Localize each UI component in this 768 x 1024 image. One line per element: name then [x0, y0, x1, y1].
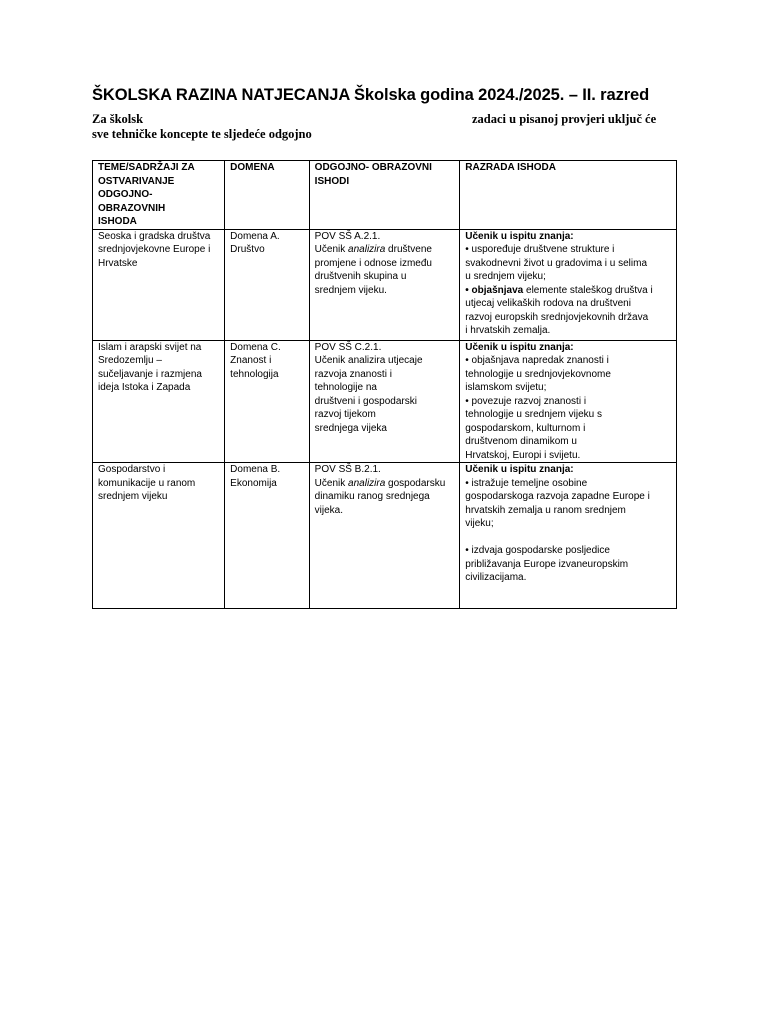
- cell-ishodi: POV SŠ C.2.1. Učenik analizira utjecaje razvoja znanosti i tehnologije na društveni i gospodarski razvoj tijekom srednjega vijeka: [309, 340, 460, 463]
- cell-teme: Seoska i gradska društva srednjovjekovne Europe i Hrvatske: [93, 229, 225, 340]
- page-title: ŠKOLSKA RAZINA NATJECANJA Školska godina 2024./2025. – II. razred: [92, 86, 650, 104]
- cell-teme: Gospodarstvo i komunikacije u ranom srednjem vijeku: [93, 463, 225, 609]
- cell-razrada: Učenik u ispitu znanja: • objašnjava napredak znanosti i tehnologije u srednjovjekovnome islamskom svijetu; • povezuje razvoj znanosti i tehnologije u srednjem vijeku s gospodarskom, kulturnom i društvenom dinamikom u Hrvatskoj, Europi i svijetu.: [460, 340, 677, 463]
- intro-text-left: Za školsk: [92, 112, 144, 126]
- cell-ishodi: POV SŠ A.2.1. Učenik analizira društvene promjene i odnose između društvenih skupina u srednjem vijeku.: [309, 229, 460, 340]
- header-ishodi: ODGOJNO- OBRAZOVNI ISHODI: [309, 161, 460, 230]
- intro-text-right: zadaci u pisanoj provjeri uključ će: [472, 112, 657, 126]
- intro-text-line2: sve tehničke koncepte te sljedeće odgojno: [92, 127, 312, 141]
- table-header-row: [93, 161, 677, 230]
- header-domena: DOMENA: [225, 161, 310, 230]
- cell-ishodi: POV SŠ B.2.1. Učenik analizira gospodarsku dinamiku ranog srednjega vijeka.: [309, 463, 460, 609]
- table-row: [93, 340, 677, 463]
- header-razrada: RAZRADA ISHODA: [460, 161, 677, 230]
- table-row: [93, 229, 677, 340]
- outcomes-table: [92, 160, 677, 609]
- cell-razrada: Učenik u ispitu znanja: • istražuje temeljne osobine gospodarskoga razvoja zapadne Europe i hrvatskih zemalja u ranom srednjem vijeku; • izdvaja gospodarske posljedice približavanja Europe izvaneuropskim civilizacijama.: [460, 463, 677, 609]
- cell-domena: Domena A. Društvo: [225, 229, 310, 340]
- table-row: [93, 463, 677, 609]
- cell-domena: Domena C. Znanost i tehnologija: [225, 340, 310, 463]
- cell-teme: Islam i arapski svijet na Sredozemlju – sučeljavanje i razmjena ideja Istoka i Zapada: [93, 340, 225, 463]
- cell-domena: Domena B. Ekonomija: [225, 463, 310, 609]
- cell-razrada: Učenik u ispitu znanja: • uspoređuje društvene strukture i svakodnevni život u gradovima i u selima u srednjem vijeku; • objašnjava elemente staleškog društva i utjecaj velikaških rodova na društveni razvoj europskih srednjovjekovnih država i hrvatskih zemalja.: [460, 229, 677, 340]
- header-teme: TEME/SADRŽAJI ZA OSTVARIVANJE ODGOJNO- OBRAZOVNIH ISHODA: [93, 161, 225, 230]
